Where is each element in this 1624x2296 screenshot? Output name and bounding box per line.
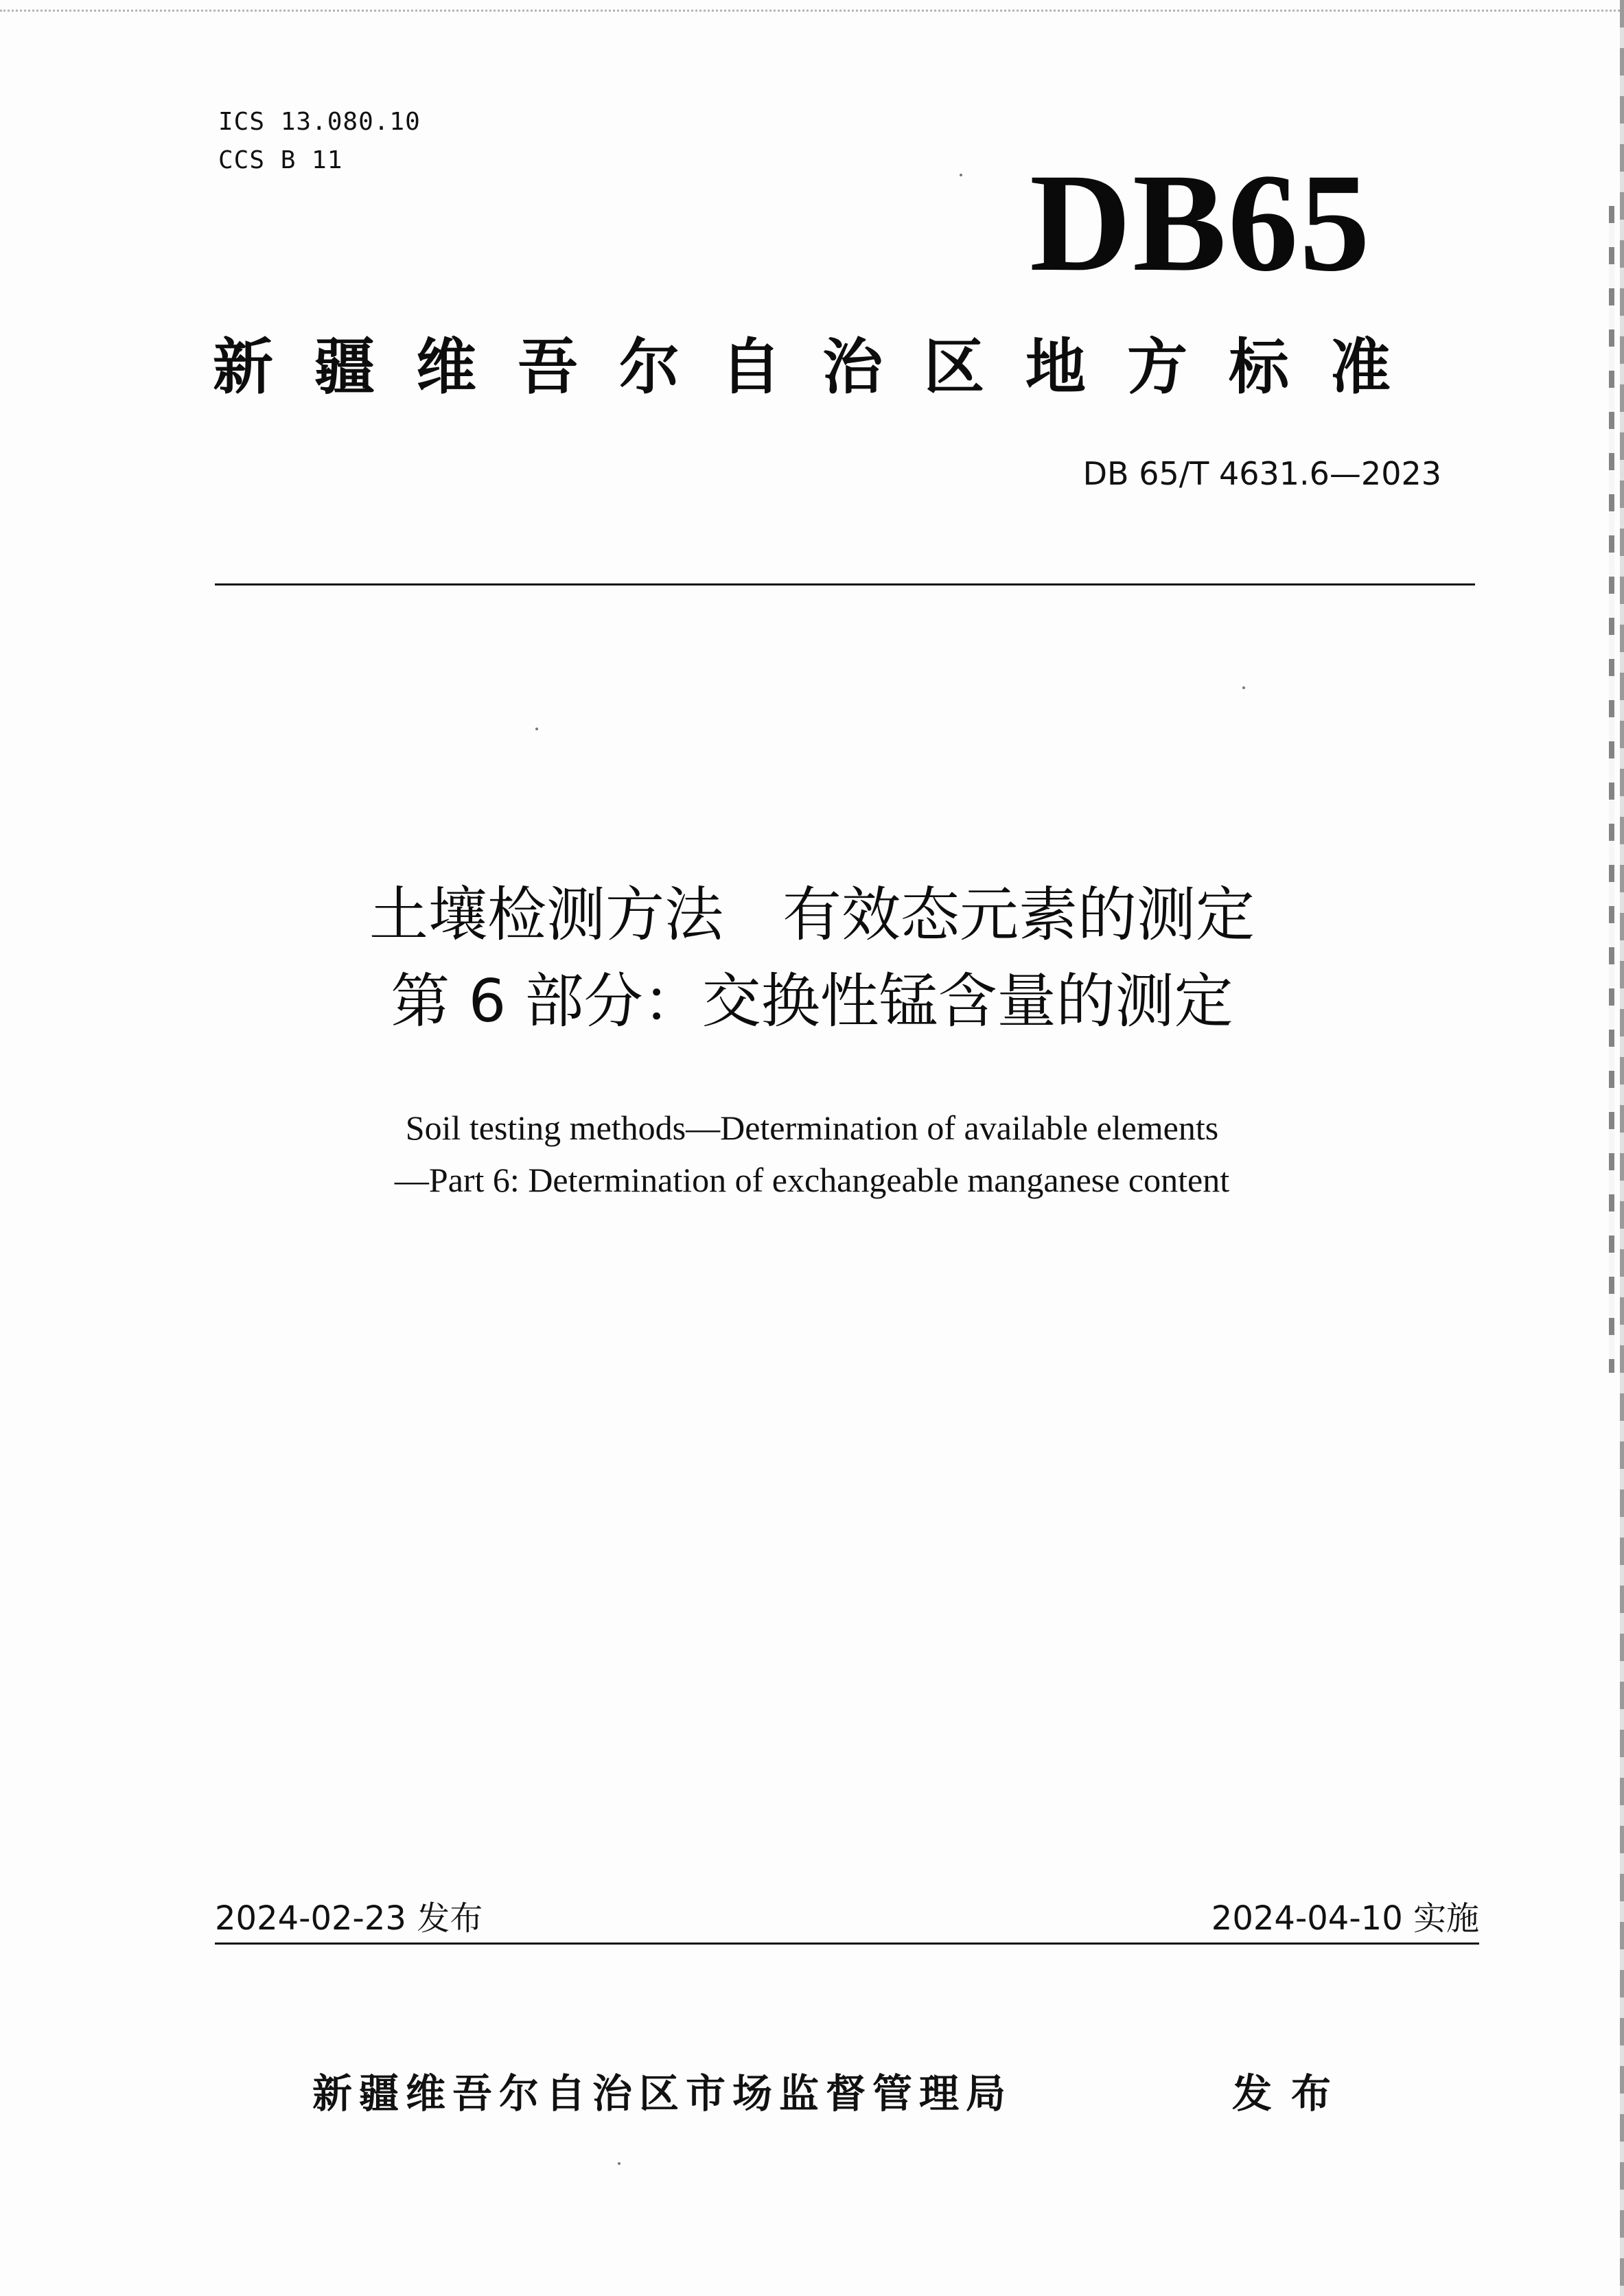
title-chinese — [0, 872, 1624, 1045]
title-cn-line-1: 土壤检测方法 有效态元素的测定 — [369, 881, 1255, 949]
title-en-line-2: —Part 6: Determination of exchangeable manganese content — [394, 1161, 1230, 1199]
title-english — [0, 1102, 1624, 1206]
scan-speck — [618, 2162, 620, 2165]
scan-speck — [535, 728, 538, 730]
publisher-row — [312, 2063, 1351, 2124]
date-row — [215, 1894, 1479, 1943]
header-divider — [215, 583, 1475, 585]
scan-edge-top — [0, 0, 1624, 12]
standard-type-heading: 新疆维吾尔自治区地方标准 — [213, 332, 1432, 402]
scan-speck — [1242, 686, 1245, 689]
title-cn-line-2: 第 6 部分：交换性锰含量的测定 — [391, 967, 1233, 1036]
publish-date: 2024-02-23 发布 — [215, 1899, 483, 1938]
implement-date: 2024-04-10 实施 — [1211, 1899, 1479, 1938]
publish-label: 发布 — [1232, 2070, 1351, 2117]
standard-number: DB 65/T 4631.6—2023 — [1082, 455, 1441, 492]
ccs-code: CCS B 11 — [218, 146, 343, 174]
publisher-name: 新疆维吾尔自治区市场监督管理局 — [312, 2070, 1013, 2117]
ics-code: ICS 13.080.10 — [218, 108, 421, 136]
title-en-line-1: Soil testing methods—Determination of available elements — [405, 1109, 1219, 1147]
date-divider — [215, 1943, 1479, 1945]
classification-codes — [218, 103, 421, 180]
scan-speck — [960, 174, 962, 176]
db-logo: DB65 — [1030, 145, 1371, 301]
